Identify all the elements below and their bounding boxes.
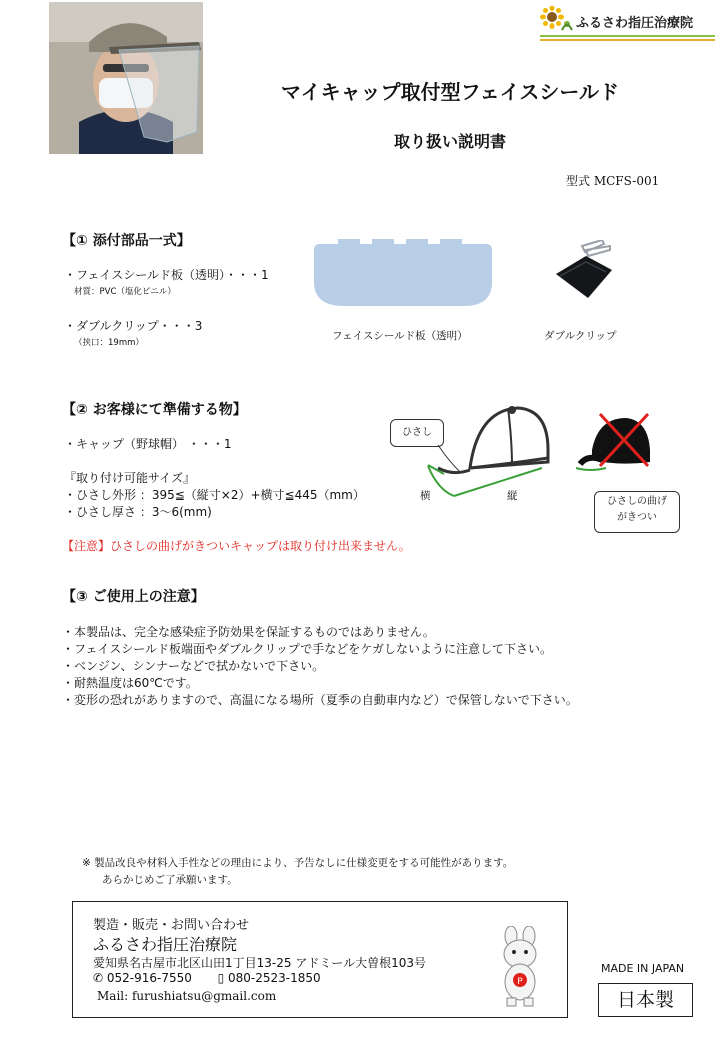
label-hisashi: ひさし [390,419,444,447]
usage-note: ・耐熱温度は60℃です。 [62,676,198,690]
label-tate: 縦 [507,490,518,502]
label-curve-line1: ひさしの曲げ [607,496,667,507]
contact-company: ふるさわ指圧治療院 [93,935,238,954]
double-clip-image [552,240,616,302]
product-photo [49,2,203,154]
caption-double-clip: ダブルクリップ [544,330,617,342]
section2-item-cap: ・キャップ（野球帽） ・・・1 [64,437,232,451]
label-curve-line2: がきつい [617,512,657,523]
label-yoko: 横 [420,490,431,502]
caption-face-shield: フェイスシールド板（透明） [332,330,468,342]
sunflower-icon [540,6,574,32]
usage-note: ・ベンジン、シンナーなどで拭かないで下さい。 [62,659,325,673]
section2-heading: 【② お客様にて準備する物】 [62,402,247,418]
label-curve-bubble [594,491,680,533]
brand-yellow-line [540,39,715,41]
phone-icon: ✆ [93,971,104,985]
document-subtitle: 取り扱い説明書 [393,132,506,151]
section1-item-clip: ・ダブルクリップ・・・3 [64,319,203,333]
contact-mobile[interactable]: 080-2523-1850 [228,971,321,985]
section1-item-shield-note: 材質：PVC（塩化ビニル） [74,287,176,297]
size-heading: 『取り付け可能サイズ』 [64,471,196,485]
mascot-icon [493,926,547,1008]
made-in-japan-jp: 日本製 [598,983,693,1017]
cap-diagram [408,400,568,520]
contact-address: 愛知県名古屋市北区山田1丁目13-25 アドミール大曽根103号 [93,956,426,970]
contact-box [72,901,568,1018]
model-number: 型式 MCFS-001 [566,174,660,188]
contact-mail[interactable]: Mail: furushiatsu@gmail.com [97,989,277,1003]
usage-note: ・変形の恐れがありますので、高温になる場所（夏季の自動車内など）で保管しないで下さい。 [62,693,578,707]
svg-text:P: P [517,977,523,987]
document-title: マイキャップ取付型フェイスシールド [281,80,619,104]
contact-label: 製造・販売・お問い合わせ [93,918,250,933]
bad-cap-image [574,410,664,490]
size-line-outline: ・ひさし外形 ：395≦（縦寸×2）+横寸≦445（mm） [64,488,365,502]
footnote-line1: ※ 製品改良や材料入手性などの理由により、予告なしに仕様変更をする可能性があります。 [82,857,514,869]
section1-heading: 【① 添付部品一式】 [62,233,191,249]
face-shield-plate-image [314,236,494,308]
footnote-line2: あらかじめご了承願います。 [102,874,238,886]
warning-text: 【注意】ひさしの曲げがきついキャップは取り付け出来ません。 [62,539,411,553]
person-with-shield-image [49,2,203,154]
section1-item-shield: ・フェイスシールド板（透明）・・・1 [64,268,269,282]
brand-name: ふるさわ指圧治療院 [576,16,694,31]
section3-heading: 【③ ご使用上の注意】 [62,589,205,605]
usage-note: ・本製品は、完全な感染症予防効果を保証するものではありません。 [62,625,435,639]
section1-item-clip-note: （挟口：19mm） [74,338,144,348]
made-in-japan: MADE IN JAPAN [601,962,685,975]
usage-note: ・フェイスシールド板端面やダブルクリップで手などをケガしないように注意して下さい。 [62,642,552,656]
contact-phone[interactable]: 052-916-7550 [106,971,192,985]
mobile-phone-icon: ▯ [217,971,225,985]
brand-green-line [540,35,715,37]
brand-logo [540,6,715,40]
size-line-thickness: ・ひさし厚さ ：3～6(mm) [64,505,212,519]
contact-phone-row [93,971,321,985]
